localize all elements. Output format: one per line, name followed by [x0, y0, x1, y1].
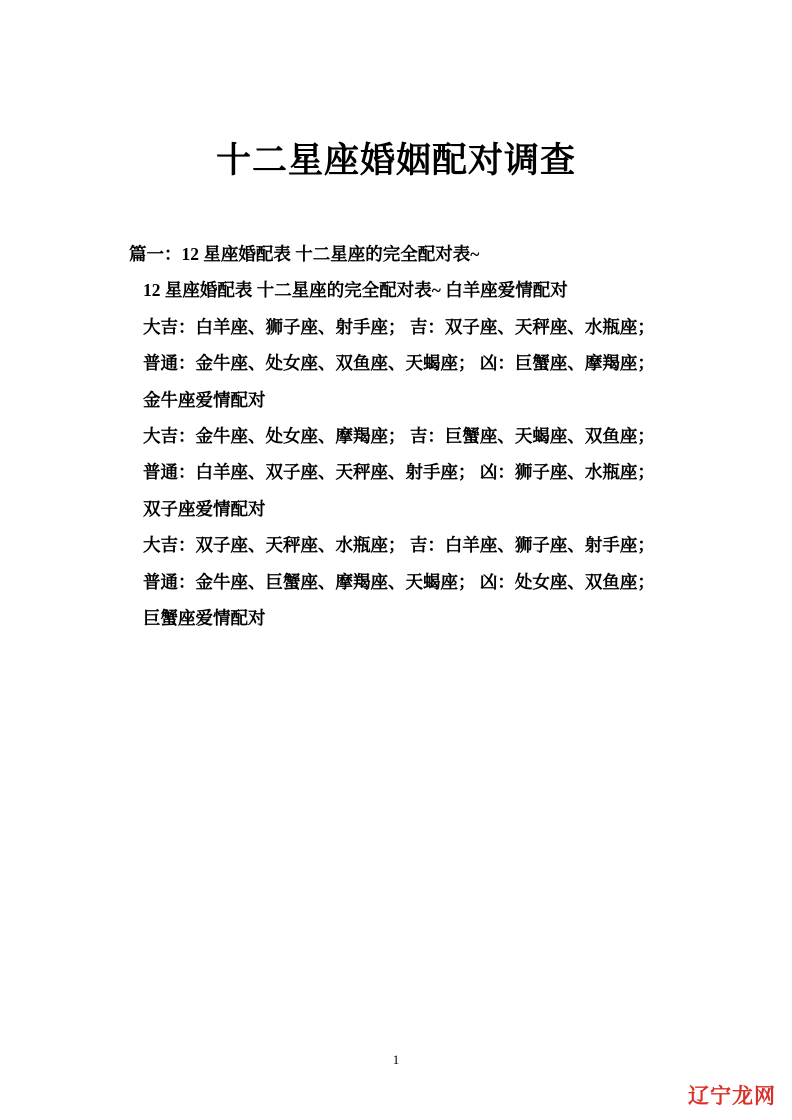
paragraph: 普通：金牛座、处女座、双鱼座、天蝎座； 凶：巨蟹座、摩羯座； [143, 353, 655, 374]
watermark: 辽宁龙网 [688, 1085, 776, 1108]
paragraph: 大吉：双子座、天秤座、水瓶座； 吉：白羊座、狮子座、射手座； [143, 535, 655, 556]
page-title: 十二星座婚姻配对调查 [215, 141, 576, 180]
paragraph: 普通：白羊座、双子座、天秤座、射手座； 凶：狮子座、水瓶座； [143, 462, 655, 483]
paragraph: 12 星座婚配表 十二星座的完全配对表~ 白羊座爱情配对 [143, 280, 568, 301]
document-body [0, 236, 792, 636]
paragraph: 大吉：白羊座、狮子座、射手座； 吉：双子座、天秤座、水瓶座； [143, 316, 655, 337]
paragraph: 金牛座爱情配对 [143, 389, 266, 410]
paragraph: 双子座爱情配对 [143, 498, 266, 519]
paragraph: 巨蟹座爱情配对 [143, 607, 266, 628]
paragraph: 篇一：12 星座婚配表 十二星座的完全配对表~ [129, 244, 480, 264]
paragraph: 大吉：金牛座、处女座、摩羯座； 吉：巨蟹座、天蝎座、双鱼座； [143, 425, 655, 446]
page-number: 1 [392, 1052, 400, 1067]
paragraph: 普通：金牛座、巨蟹座、摩羯座、天蝎座； 凶：处女座、双鱼座； [143, 571, 655, 592]
